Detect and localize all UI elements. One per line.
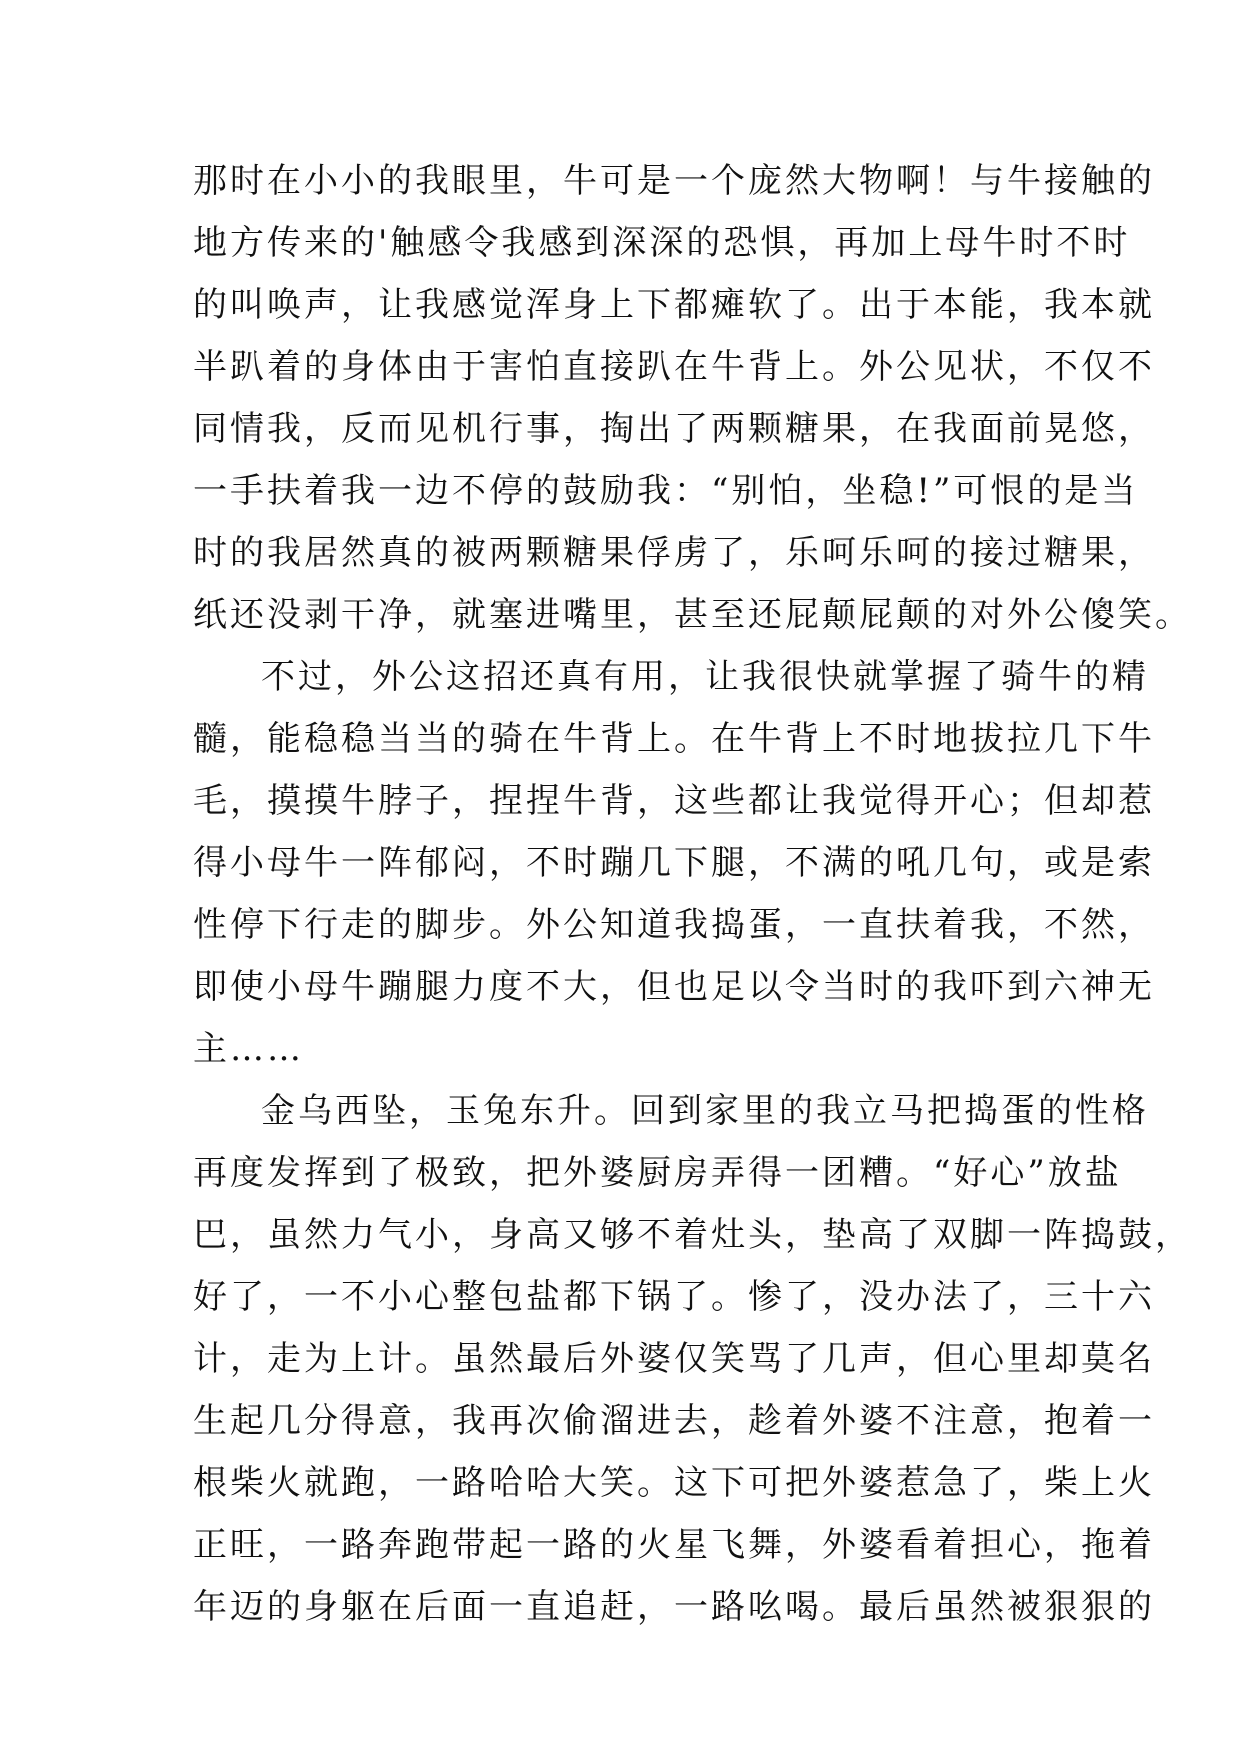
paragraph-3-line-3: 巴，虽然力气小，身高又够不着灶头，垫高了双脚一阵捣鼓， (193, 1215, 1192, 1255)
paragraph-3-line-4: 好了，一不小心整包盐都下锅了。惨了，没办法了，三十六 (193, 1277, 1155, 1317)
document-body (193, 150, 1192, 1638)
paragraph-2-line-1: 不过，外公这招还真有用，让我很快就掌握了骑牛的精 (261, 657, 1149, 697)
paragraph-3-line-1: 金乌西坠，玉兔东升。回到家里的我立马把捣蛋的性格 (261, 1091, 1149, 1131)
paragraph-1-line-8: 纸还没剥干净，就塞进嘴里，甚至还屁颠屁颠的对外公傻笑。 (193, 595, 1192, 635)
paragraph-2-line-5: 性停下行走的脚步。外公知道我捣蛋，一直扶着我，不然， (193, 905, 1155, 945)
paragraph-3-line-6: 生起几分得意，我再次偷溜进去，趁着外婆不注意，抱着一 (193, 1401, 1155, 1441)
paragraph-1-line-7: 时的我居然真的被两颗糖果俘虏了，乐呵乐呵的接过糖果， (193, 533, 1155, 573)
paragraph-2-line-3: 毛，摸摸牛脖子，捏捏牛背，这些都让我觉得开心；但却惹 (193, 781, 1155, 821)
paragraph-2-line-4: 得小母牛一阵郁闷，不时蹦几下腿，不满的吼几句，或是索 (193, 843, 1155, 883)
paragraph-3-line-8: 正旺，一路奔跑带起一路的火星飞舞，外婆看着担心，拖着 (193, 1525, 1155, 1565)
paragraph-2-line-6: 即使小母牛蹦腿力度不大，但也足以令当时的我吓到六神无 (193, 967, 1155, 1007)
paragraph-1-line-4: 半趴着的身体由于害怕直接趴在牛背上。外公见状，不仅不 (193, 347, 1155, 387)
paragraph-2-line-7: 主…… (193, 1029, 304, 1069)
paragraph-1-line-1: 那时在小小的我眼里，牛可是一个庞然大物啊！与牛接触的 (193, 161, 1155, 201)
paragraph-1-line-6: 一手扶着我一边不停的鼓励我：“别怕，坐稳!”可恨的是当 (193, 471, 1139, 511)
paragraph-2-line-2: 髓，能稳稳当当的骑在牛背上。在牛背上不时地拔拉几下牛 (193, 719, 1155, 759)
paragraph-3-line-5: 计，走为上计。虽然最后外婆仅笑骂了几声，但心里却莫名 (193, 1339, 1155, 1379)
paragraph-3-line-9: 年迈的身躯在后面一直追赶，一路吆喝。最后虽然被狠狠的 (193, 1587, 1155, 1627)
paragraph-1-line-2: 地方传来的'触感令我感到深深的恐惧，再加上母牛时不时 (193, 223, 1131, 263)
paragraph-3-line-7: 根柴火就跑，一路哈哈大笑。这下可把外婆惹急了，柴上火 (193, 1463, 1155, 1503)
paragraph-1-line-5: 同情我，反而见机行事，掏出了两颗糖果，在我面前晃悠， (193, 409, 1155, 449)
paragraph-3-line-2: 再度发挥到了极致，把外婆厨房弄得一团糟。“好心”放盐 (193, 1153, 1122, 1193)
paragraph-1-line-3: 的叫唤声，让我感觉浑身上下都瘫软了。出于本能，我本就 (193, 285, 1155, 325)
